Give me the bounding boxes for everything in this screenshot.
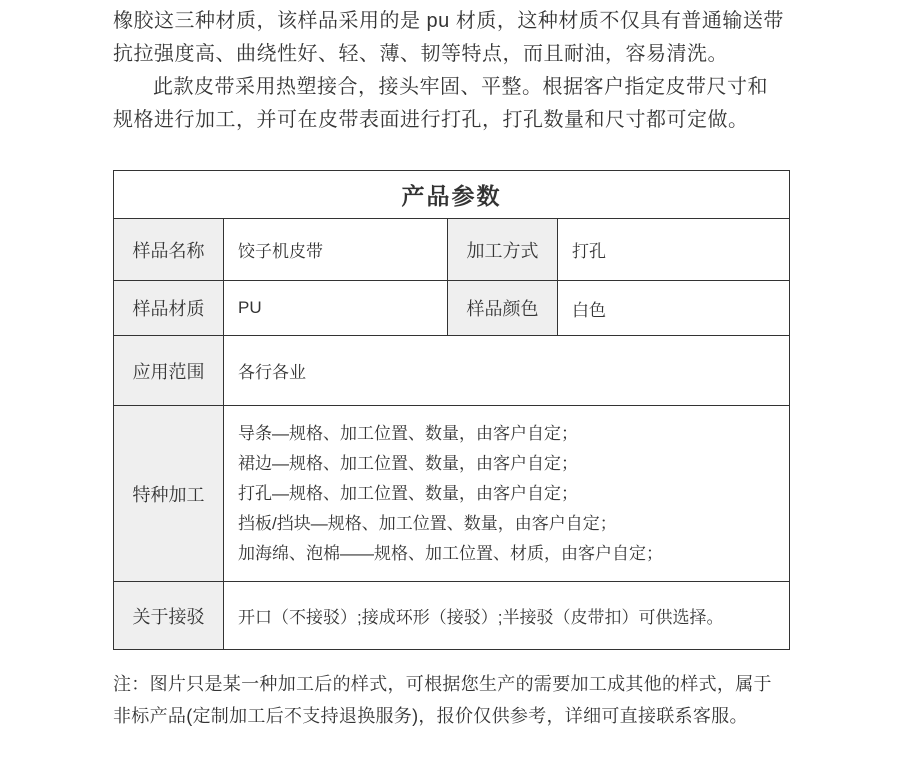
param-value-application-scope: 各行各业: [224, 336, 790, 406]
special-processing-line-4: 挡板/挡块—规格、加工位置、数量，由客户自定；: [238, 513, 617, 533]
table-row-special-processing: [114, 406, 790, 582]
special-processing-line-5: 加海绵、泡棉——规格、加工位置、材质，由客户自定；: [238, 543, 663, 563]
bottom-note: 注：图片只是某一种加工后的样式，可根据您生产的需要加工成其他的样式，属于非标产品(定制加工后不支持退换服务)，报价仅供参考，详细可直接联系客服。: [113, 674, 772, 726]
table-row-splicing: [114, 582, 790, 650]
table-row-application-scope: [114, 336, 790, 406]
param-value-sample-name: 饺子机皮带: [224, 219, 448, 281]
param-value-special-processing: [224, 406, 790, 582]
param-label-sample-color: 样品颜色: [448, 281, 558, 336]
special-processing-line-2: 裙边—规格、加工位置、数量，由客户自定；: [238, 453, 578, 473]
content-column: [113, 5, 789, 732]
intro-paragraph-2: 此款皮带采用热塑接合，接头牢固、平整。根据客户指定皮带尺寸和规格进行加工，并可在皮带表面进行打孔，打孔数量和尺寸都可定做。: [113, 76, 768, 131]
table-title-row: [114, 171, 790, 219]
param-value-sample-color: 白色: [558, 281, 790, 336]
table-row-sample-material: [114, 281, 790, 336]
param-label-processing-method: 加工方式: [448, 219, 558, 281]
param-value-processing-method: 打孔: [558, 219, 790, 281]
param-value-sample-material: PU: [224, 281, 448, 336]
param-label-sample-material: 样品材质: [114, 281, 224, 336]
intro-paragraph-1: 橡胶这三种材质，该样品采用的是 pu 材质，这种材质不仅具有普通输送带抗拉强度高、曲绕性好、轻、薄、韧等特点，而且耐油，容易清洗。: [113, 10, 784, 65]
param-value-splicing: 开口（不接驳）;接成环形（接驳）;半接驳（皮带扣）可供选择。: [224, 582, 790, 650]
special-processing-line-3: 打孔—规格、加工位置、数量，由客户自定；: [238, 483, 578, 503]
param-label-splicing: 关于接驳: [114, 582, 224, 650]
special-processing-line-1: 导条—规格、加工位置、数量，由客户自定；: [238, 423, 578, 443]
table-title: 产品参数: [114, 171, 790, 219]
param-label-sample-name: 样品名称: [114, 219, 224, 281]
param-label-application-scope: 应用范围: [114, 336, 224, 406]
product-params-table: [113, 170, 790, 650]
param-label-special-processing: 特种加工: [114, 406, 224, 582]
table-row-sample-name: [114, 219, 790, 281]
